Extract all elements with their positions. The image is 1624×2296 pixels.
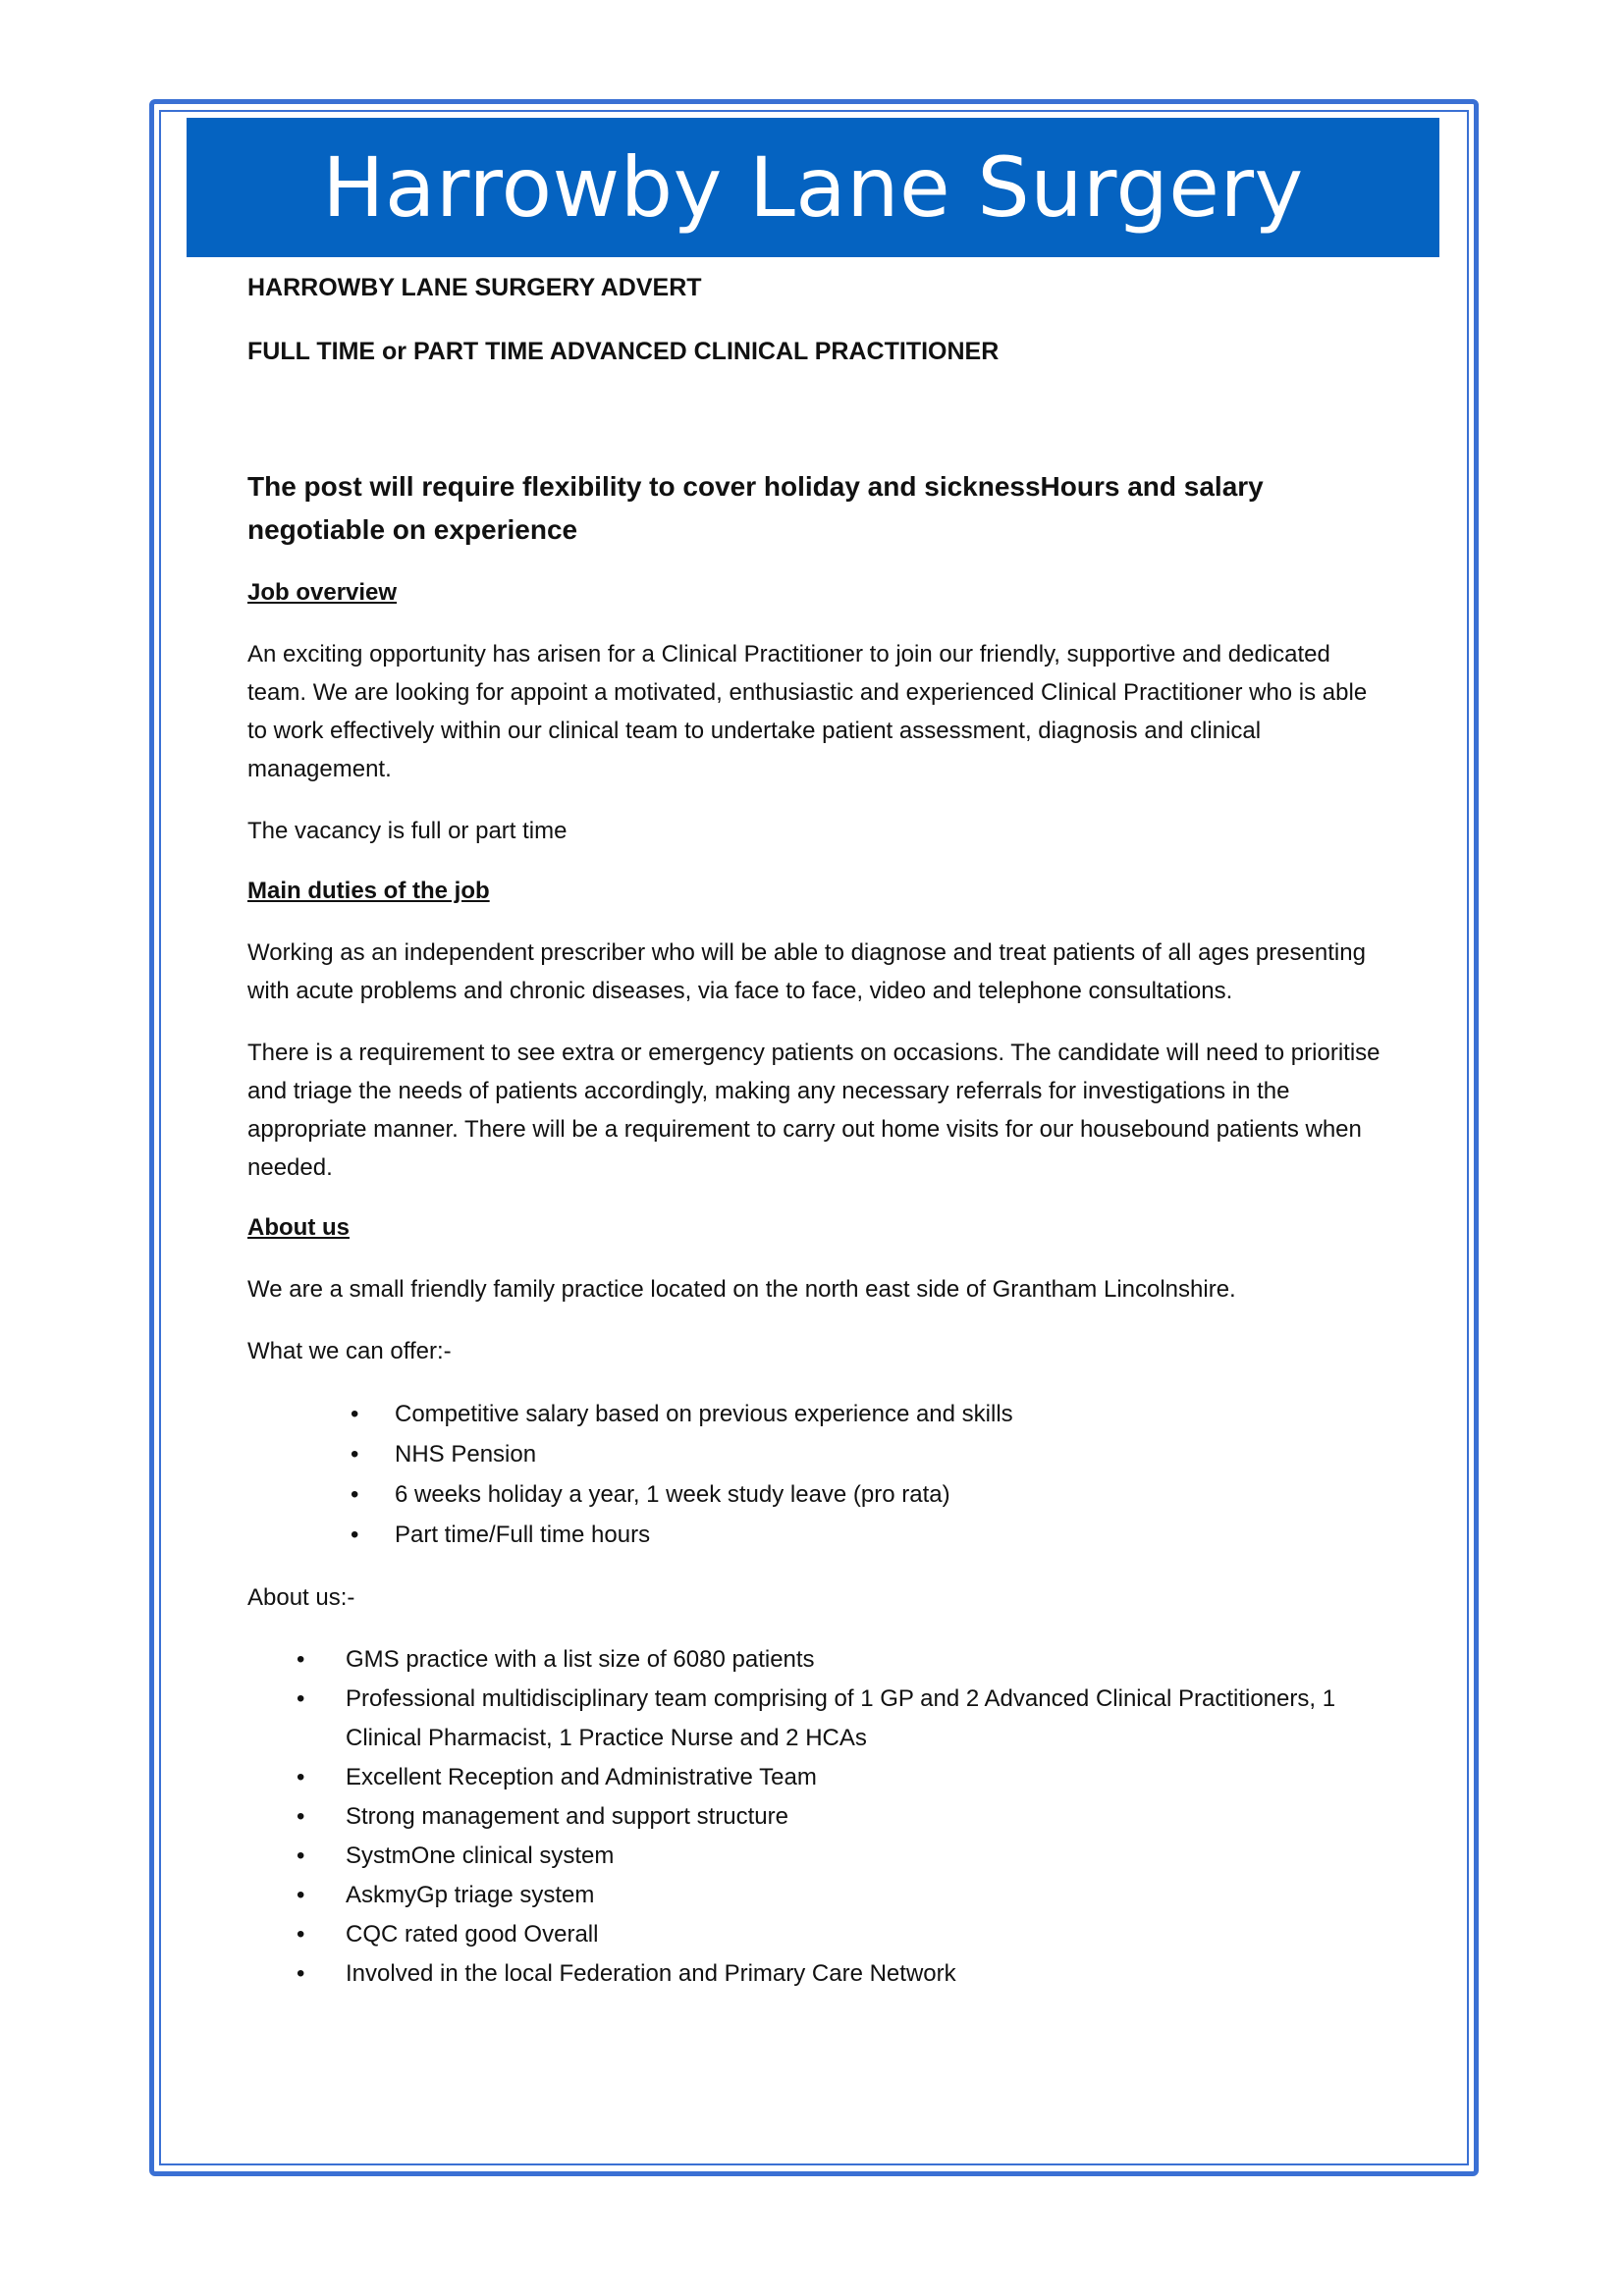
list-item: • SystmOne clinical system: [247, 1837, 1386, 1876]
role-title: FULL TIME or PART TIME ADVANCED CLINICAL PRACTITIONER: [247, 338, 1000, 365]
bullet-icon: •: [297, 1685, 305, 1712]
about-us-paragraph: We are a small friendly family practice located on the north east side of Grantham Lincolnshire.: [247, 1276, 1236, 1303]
offer-list: [247, 1394, 1386, 1555]
list-item: • Excellent Reception and Administrative Team: [247, 1758, 1386, 1797]
main-duties-paragraph-2: There is a requirement to see extra or emergency patients on occasions. The candidate will need to prioritise and triage the needs of patients accordingly, making any necessary referrals for investigations in the appropriate manner. There will be a requirement to carry out home visits for our housebound patients when needed.: [247, 1040, 1380, 1181]
about-list: [247, 1640, 1386, 1994]
bullet-icon: •: [297, 1842, 305, 1869]
bullet-icon: •: [297, 1960, 305, 1987]
list-item: • Part time/Full time hours: [247, 1515, 1386, 1555]
bullet-icon: •: [297, 1764, 305, 1790]
bullet-icon: •: [351, 1401, 359, 1427]
list-item: • 6 weeks holiday a year, 1 week study leave (pro rata): [247, 1474, 1386, 1515]
advert-content: [247, 257, 1386, 1994]
list-item: • NHS Pension: [247, 1434, 1386, 1474]
lead-statement: The post will require flexibility to cover holiday and sicknessHours and salary negotiable on experience: [247, 471, 1264, 545]
advert-title: HARROWBY LANE SURGERY ADVERT: [247, 274, 702, 301]
header-banner: [187, 118, 1439, 257]
about-intro: About us:-: [247, 1584, 355, 1611]
job-overview-heading: Job overview: [247, 579, 398, 606]
bullet-icon: •: [351, 1481, 359, 1508]
list-item: • Professional multidisciplinary team comprising of 1 GP and 2 Advanced Clinical Practitioners, 1 Clinical Pharmacist, 1 Practice Nurse and 2 HCAs: [247, 1680, 1386, 1758]
list-item: • AskmyGp triage system: [247, 1876, 1386, 1915]
list-item: • Strong management and support structure: [247, 1797, 1386, 1837]
banner-title: Harrowby Lane Surgery: [322, 139, 1304, 236]
bullet-icon: •: [297, 1803, 305, 1830]
bullet-icon: •: [351, 1522, 359, 1548]
list-item: • CQC rated good Overall: [247, 1915, 1386, 1954]
vacancy-text: The vacancy is full or part time: [247, 818, 568, 844]
list-item: • GMS practice with a list size of 6080 patients: [247, 1640, 1386, 1680]
job-overview-paragraph: An exciting opportunity has arisen for a Clinical Practitioner to join our friendly, supportive and dedicated team. We are looking for appoint a motivated, enthusiastic and experienced Clinical Practitioner who is able to work effectively within our clinical team to undertake patient assessment, diagnosis and clinical management.: [247, 641, 1368, 782]
main-duties-heading: Main duties of the job: [247, 878, 490, 904]
about-us-heading: About us: [247, 1214, 350, 1241]
bullet-icon: •: [297, 1921, 305, 1948]
bullet-icon: •: [297, 1646, 305, 1673]
bullet-icon: •: [351, 1441, 359, 1468]
bullet-icon: •: [297, 1882, 305, 1908]
list-item: • Involved in the local Federation and Primary Care Network: [247, 1954, 1386, 1994]
list-item: • Competitive salary based on previous experience and skills: [247, 1394, 1386, 1434]
main-duties-paragraph-1: Working as an independent prescriber who will be able to diagnose and treat patients of all ages presenting with acute problems and chronic diseases, via face to face, video and telephone consultations.: [247, 939, 1366, 1004]
offer-intro: What we can offer:-: [247, 1338, 452, 1364]
